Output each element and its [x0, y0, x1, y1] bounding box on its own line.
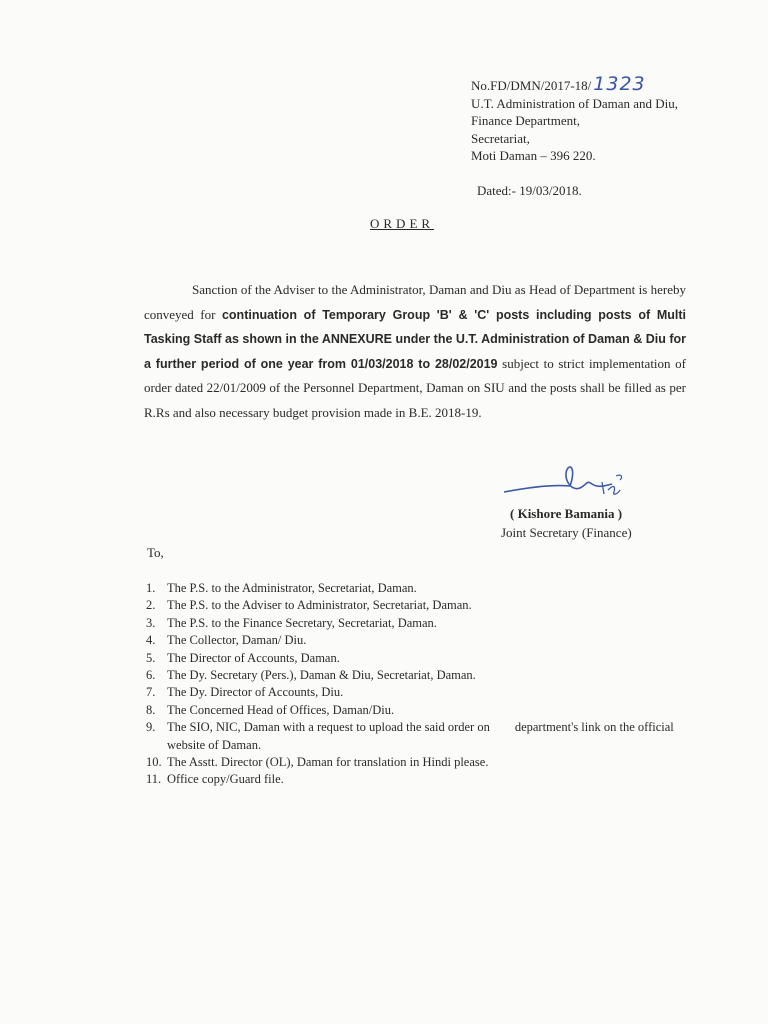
- item-number: 9.: [146, 720, 156, 735]
- item-text: The Collector, Daman/ Diu.: [167, 633, 307, 648]
- item-text: The P.S. to the Adviser to Administrator, Secretariat, Daman.: [167, 598, 472, 613]
- distribution-item: [146, 650, 706, 667]
- distribution-item: [146, 580, 706, 597]
- item-text: The Dy. Director of Accounts, Diu.: [167, 685, 344, 700]
- body-text-part-2: subject to strict implementation of order dated 22/01/2009 of the Personnel Department, Daman on SIU and the posts shall be filled as per R.Rs and also necessary budget provision made in B.E. 2018-19.: [144, 355, 686, 420]
- item-text: The Concerned Head of Offices, Daman/Diu.: [167, 702, 395, 717]
- item-number: 4.: [146, 633, 156, 648]
- distribution-item: [146, 632, 706, 649]
- distribution-item: [146, 597, 706, 614]
- signatory-name: ( Kishore Bamania ): [510, 506, 623, 521]
- item-number: 3.: [146, 615, 156, 630]
- office-address-block: [471, 73, 679, 165]
- address-line-2: Finance Department,: [471, 113, 581, 128]
- order-date: Dated:- 19/03/2018.: [477, 183, 582, 198]
- body-text-part-1: Sanction of the Adviser to the Administrator, Daman and Diu as Head of Department is hereby conveyed for: [144, 282, 686, 322]
- order-title: ORDER: [370, 216, 435, 231]
- distribution-item: [146, 771, 706, 788]
- to-label: To,: [147, 545, 164, 560]
- order-body-paragraph: [144, 278, 686, 425]
- item-number: 5.: [146, 650, 156, 665]
- item-text: The SIO, NIC, Daman with a request to upload the said order on department's link on the official website of Daman.: [167, 720, 677, 752]
- item-text: The P.S. to the Administrator, Secretariat, Daman.: [167, 581, 417, 595]
- item-text: The Dy. Secretary (Pers.), Daman & Diu, Secretariat, Daman.: [167, 668, 476, 683]
- signatory-designation: Joint Secretary (Finance): [501, 525, 632, 540]
- distribution-item: [146, 754, 706, 771]
- item-number: 7.: [146, 685, 156, 700]
- distribution-list: [146, 580, 706, 789]
- handwritten-number: 1323: [593, 73, 646, 95]
- distribution-item: [146, 702, 706, 719]
- item-number: 8.: [146, 702, 156, 717]
- body-text-bold: continuation of Temporary Group 'B' & 'C' posts including posts of Multi Tasking Staff as shown in the ANNEXURE under the U.T. Administration of Daman & Diu for a further period of one year from 01/03/2018 to 28/02/2019: [144, 307, 687, 371]
- item-text: The P.S. to the Finance Secretary, Secretariat, Daman.: [167, 615, 437, 630]
- distribution-item: [146, 719, 706, 754]
- distribution-item: [146, 684, 706, 701]
- item-text: Office copy/Guard file.: [167, 772, 284, 787]
- reference-number: [471, 73, 678, 95]
- item-number: 6.: [146, 668, 156, 683]
- item-number: 1.: [146, 581, 156, 595]
- item-number: 10.: [146, 755, 162, 770]
- address-line-1: U.T. Administration of Daman and Diu,: [471, 95, 679, 111]
- reference-number-text: No.FD/DMN/2017-18/: [471, 78, 592, 93]
- item-text: The Director of Accounts, Daman.: [167, 650, 340, 665]
- address-line-4: Moti Daman – 396 220.: [471, 148, 596, 163]
- distribution-item: [146, 667, 706, 684]
- address-line-3: Secretariat,: [471, 130, 530, 146]
- item-number: 11.: [146, 772, 162, 787]
- item-number: 2.: [146, 598, 156, 613]
- item-text: The Asstt. Director (OL), Daman for translation in Hindi please.: [167, 755, 489, 770]
- distribution-item: [146, 615, 706, 632]
- signature-scribble: [500, 462, 660, 508]
